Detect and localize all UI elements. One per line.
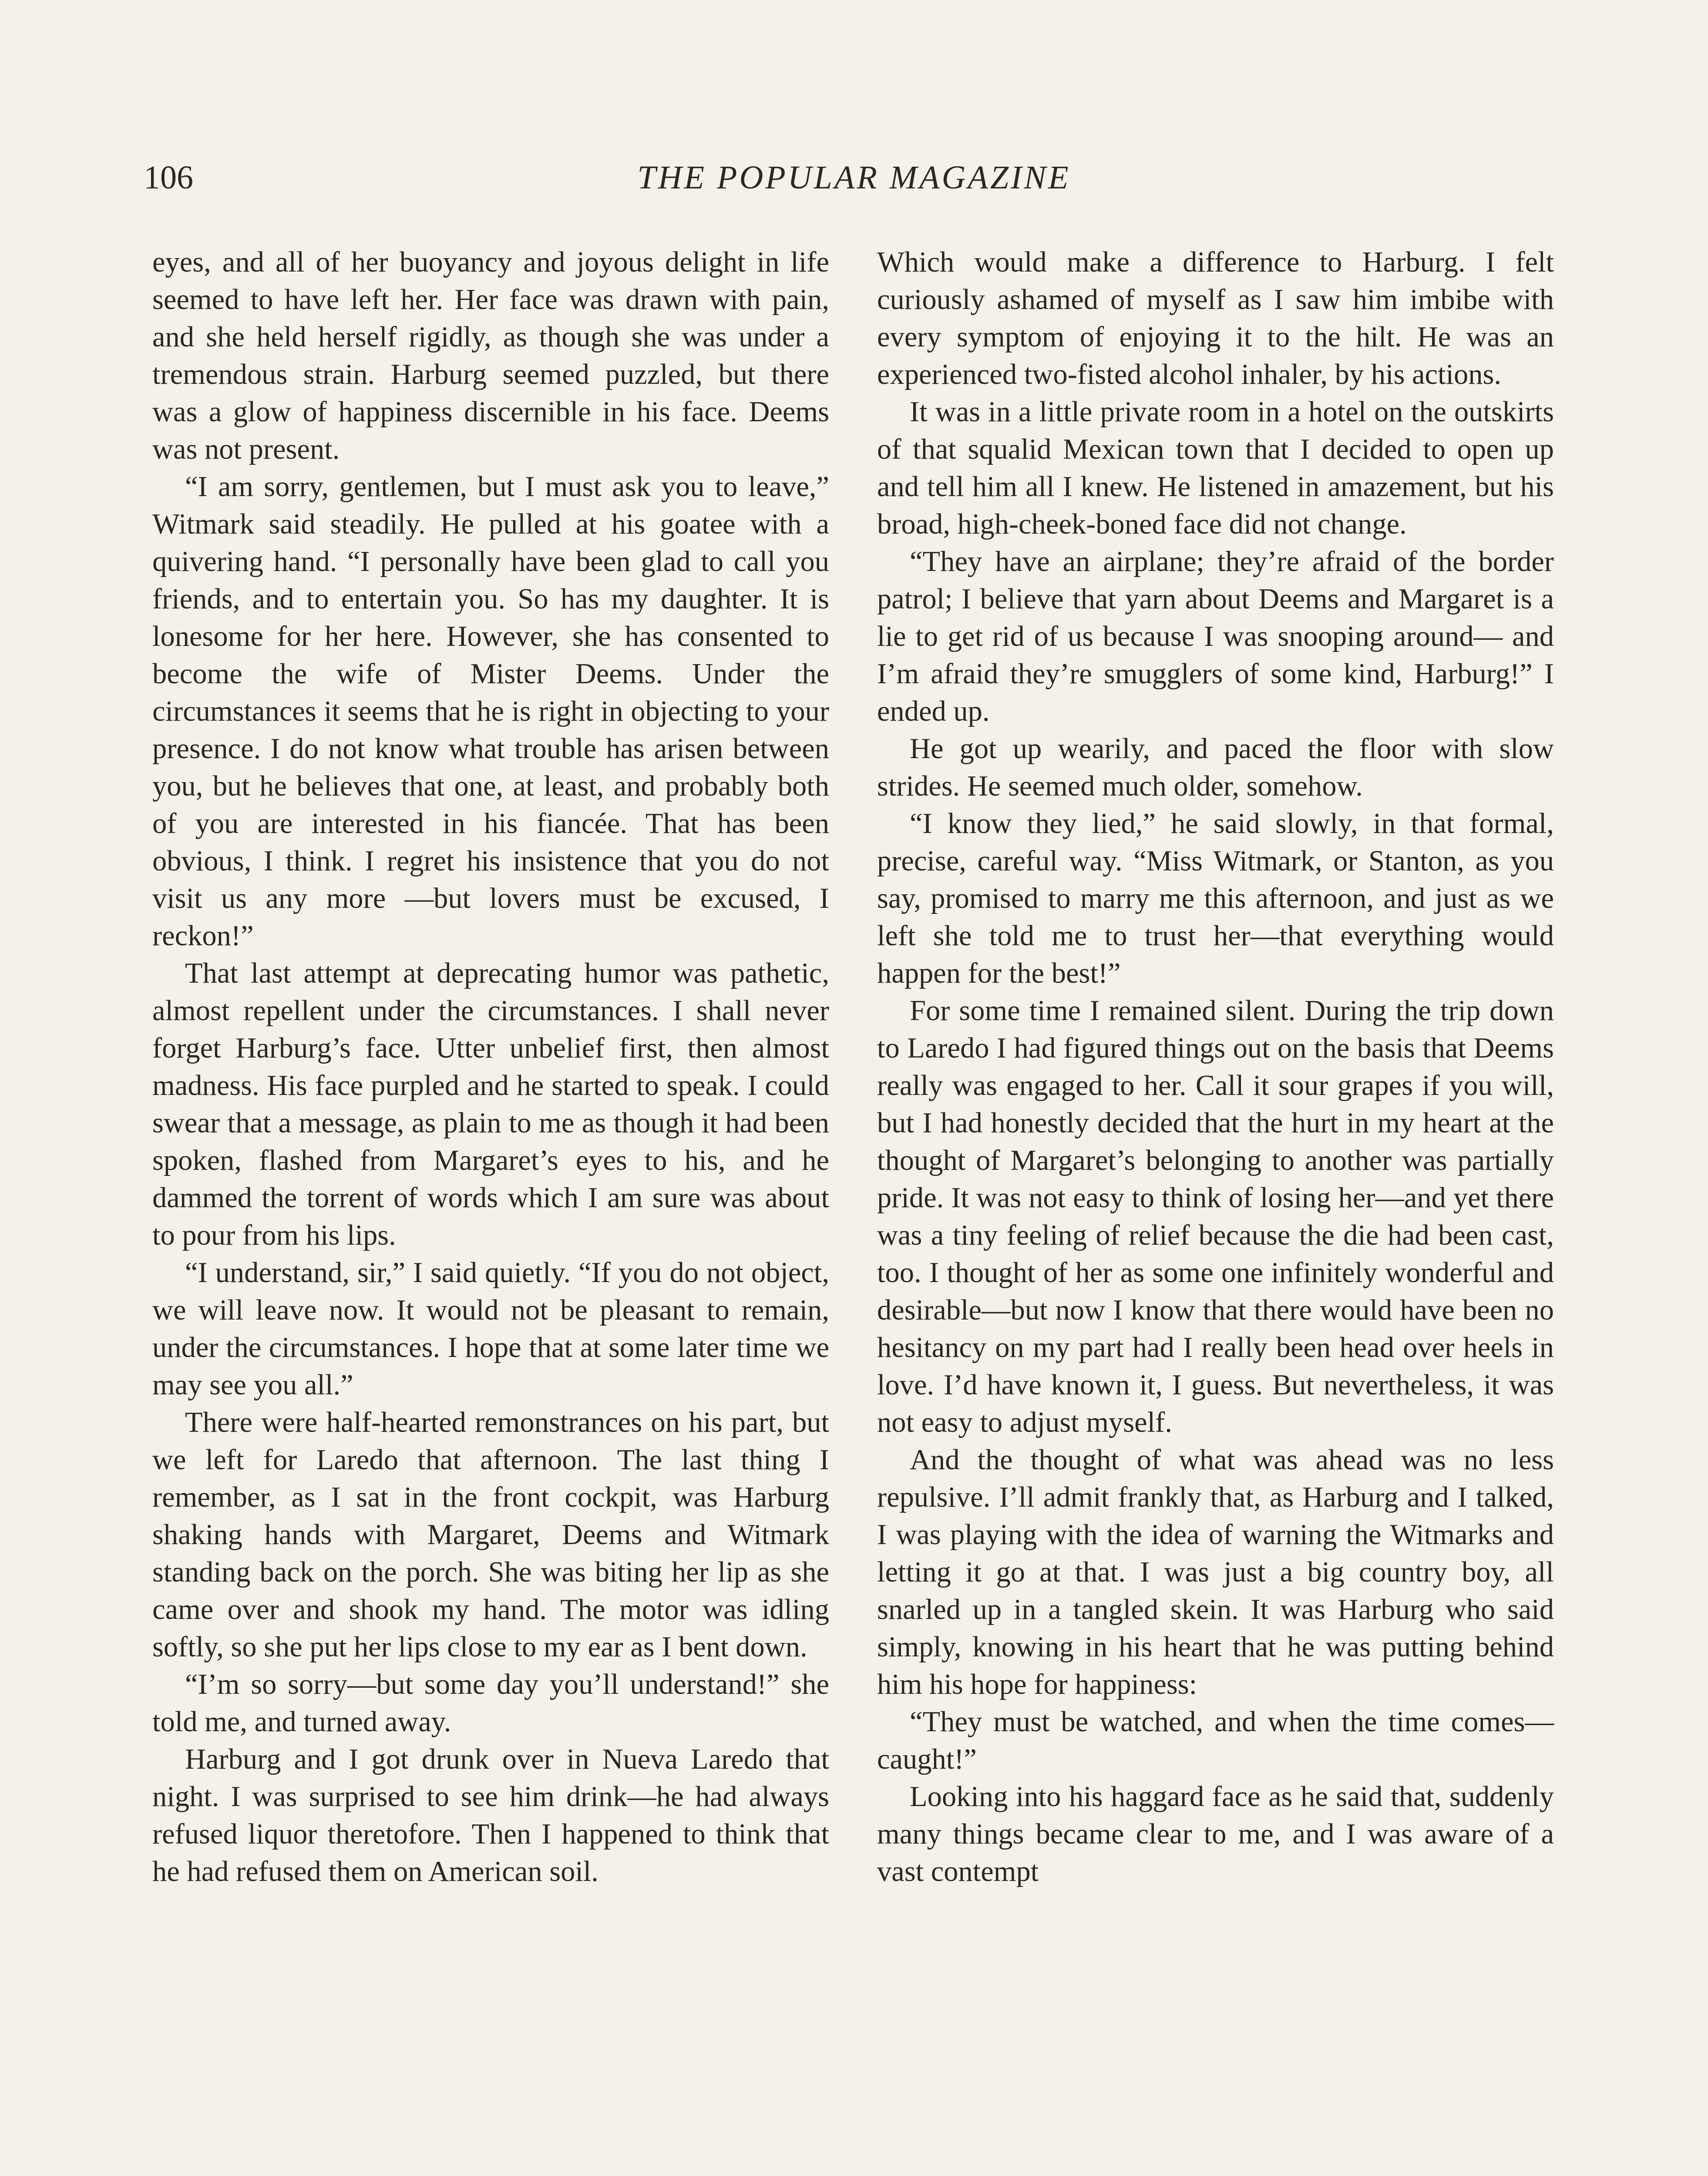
paragraph: There were half-hearted remonstrances on his part, but we left for Laredo that afternoon. The last thing I remember, as I sat in the front cockpit, was Harburg shaking hands with Margaret, Deems and Witmark standing back on the porch. She was biting her lip as she came over and shook my hand. The motor was idling softly, so she put her lips close to my ear as I bent down.: [152, 1407, 829, 1663]
paragraph: “I am sorry, gentlemen, but I must ask you to leave,” Witmark said steadily. He pulled at his goatee with a quivering hand. “I personally have been glad to call you friends, and to entertain you. So has my daughter. It is lonesome for her here. However, she has consented to become the wife of Mister Deems. Under the circumstances it seems that he is right in objecting to your presence. I do not know what trouble has arisen between you, but he believes that one, at least, and probably both of you are interested in his fiancée. That has been obvious, I think. I regret his insistence that you do not visit us any more —but lovers must be excused, I reckon!”: [152, 471, 829, 952]
paragraph: Looking into his haggard face as he said that, suddenly many things became clear to me, and I was aware of a vast contempt: [877, 1781, 1554, 1887]
running-head: THE POPULAR MAGAZINE: [637, 159, 1071, 196]
paragraph: “I understand, sir,” I said quietly. “If you do not object, we will leave now. It would not be pleasant to remain, under the circumstances. I hope that at some later time we may see you all.”: [152, 1257, 829, 1401]
paragraph: “They have an airplane; they’re afraid of the border patrol; I believe that yarn about Deems and Margaret is a lie to get rid of us because I was snooping around— and I’m afraid they’re smugglers of some kind, Harburg!” I ended up.: [877, 546, 1554, 727]
paragraph: It was in a little private room in a hotel on the outskirts of that squalid Mexican town that I decided to open up and tell him all I knew. He listened in amazement, but his broad, high-cheek-boned face did not change.: [877, 396, 1554, 540]
paragraph: For some time I remained silent. During the trip down to Laredo I had figured things out on the basis that Deems really was engaged to her. Call it sour grapes if you will, but I had honestly decided that the hurt in my heart at the thought of Margaret’s belonging to another was partially pride. It was not easy to think of losing her—and yet there was a tiny feeling of relief because the die had been cast, too. I thought of her as some one infinitely wonderful and desirable—but now I know that there would have been no hesitancy on my part had I really been head over heels in love. I’d have known it, I guess. But nevertheless, it was not easy to adjust myself.: [877, 995, 1554, 1438]
paragraph: Which would make a difference to Harburg. I felt curiously ashamed of myself as I saw him imbibe with every symptom of enjoying it to the hilt. He was an experienced two-fisted alcohol inhaler, by his actions.: [877, 246, 1554, 390]
paragraph: “They must be watched, and when the time comes—caught!”: [877, 1706, 1554, 1775]
right-column: [877, 244, 1554, 2176]
page-number: 106: [144, 159, 193, 196]
paragraph: eyes, and all of her buoyancy and joyous delight in life seemed to have left her. Her face was drawn with pain, and she held herself rigidly, as though she was under a tremendous strain. Harburg seemed puzzled, but there was a glow of happiness discernible in his face. Deems was not present.: [152, 246, 829, 465]
paragraph: “I’m so sorry—but some day you’ll understand!” she told me, and turned away.: [152, 1669, 829, 1738]
left-column: [152, 244, 829, 2176]
paragraph: And the thought of what was ahead was no less repulsive. I’ll admit frankly that, as Harburg and I talked, I was playing with the idea of warning the Witmarks and letting it go at that. I was just a big country boy, all snarled up in a tangled skein. It was Harburg who said simply, knowing in his heart that he was putting behind him his hope for happiness:: [877, 1444, 1554, 1700]
paragraph: That last attempt at deprecating humor was pathetic, almost repellent under the circumstances. I shall never forget Harburg’s face. Utter unbelief first, then almost madness. His face purpled and he started to speak. I could swear that a message, as plain to me as though it had been spoken, flashed from Margaret’s eyes to his, and he dammed the torrent of words which I am sure was about to pour from his lips.: [152, 957, 829, 1251]
paragraph: “I know they lied,” he said slowly, in that formal, precise, careful way. “Miss Witmark, or Stanton, as you say, promised to marry me this afternoon, and just as we left she told me to trust her—that everything would happen for the best!”: [877, 808, 1554, 989]
paragraph: Harburg and I got drunk over in Nueva Laredo that night. I was surprised to see him drink—he had always refused liquor theretofore. Then I happened to think that he had refused them on American soil.: [152, 1743, 829, 1887]
paragraph: He got up wearily, and paced the floor with slow strides. He seemed much older, somehow.: [877, 733, 1554, 802]
